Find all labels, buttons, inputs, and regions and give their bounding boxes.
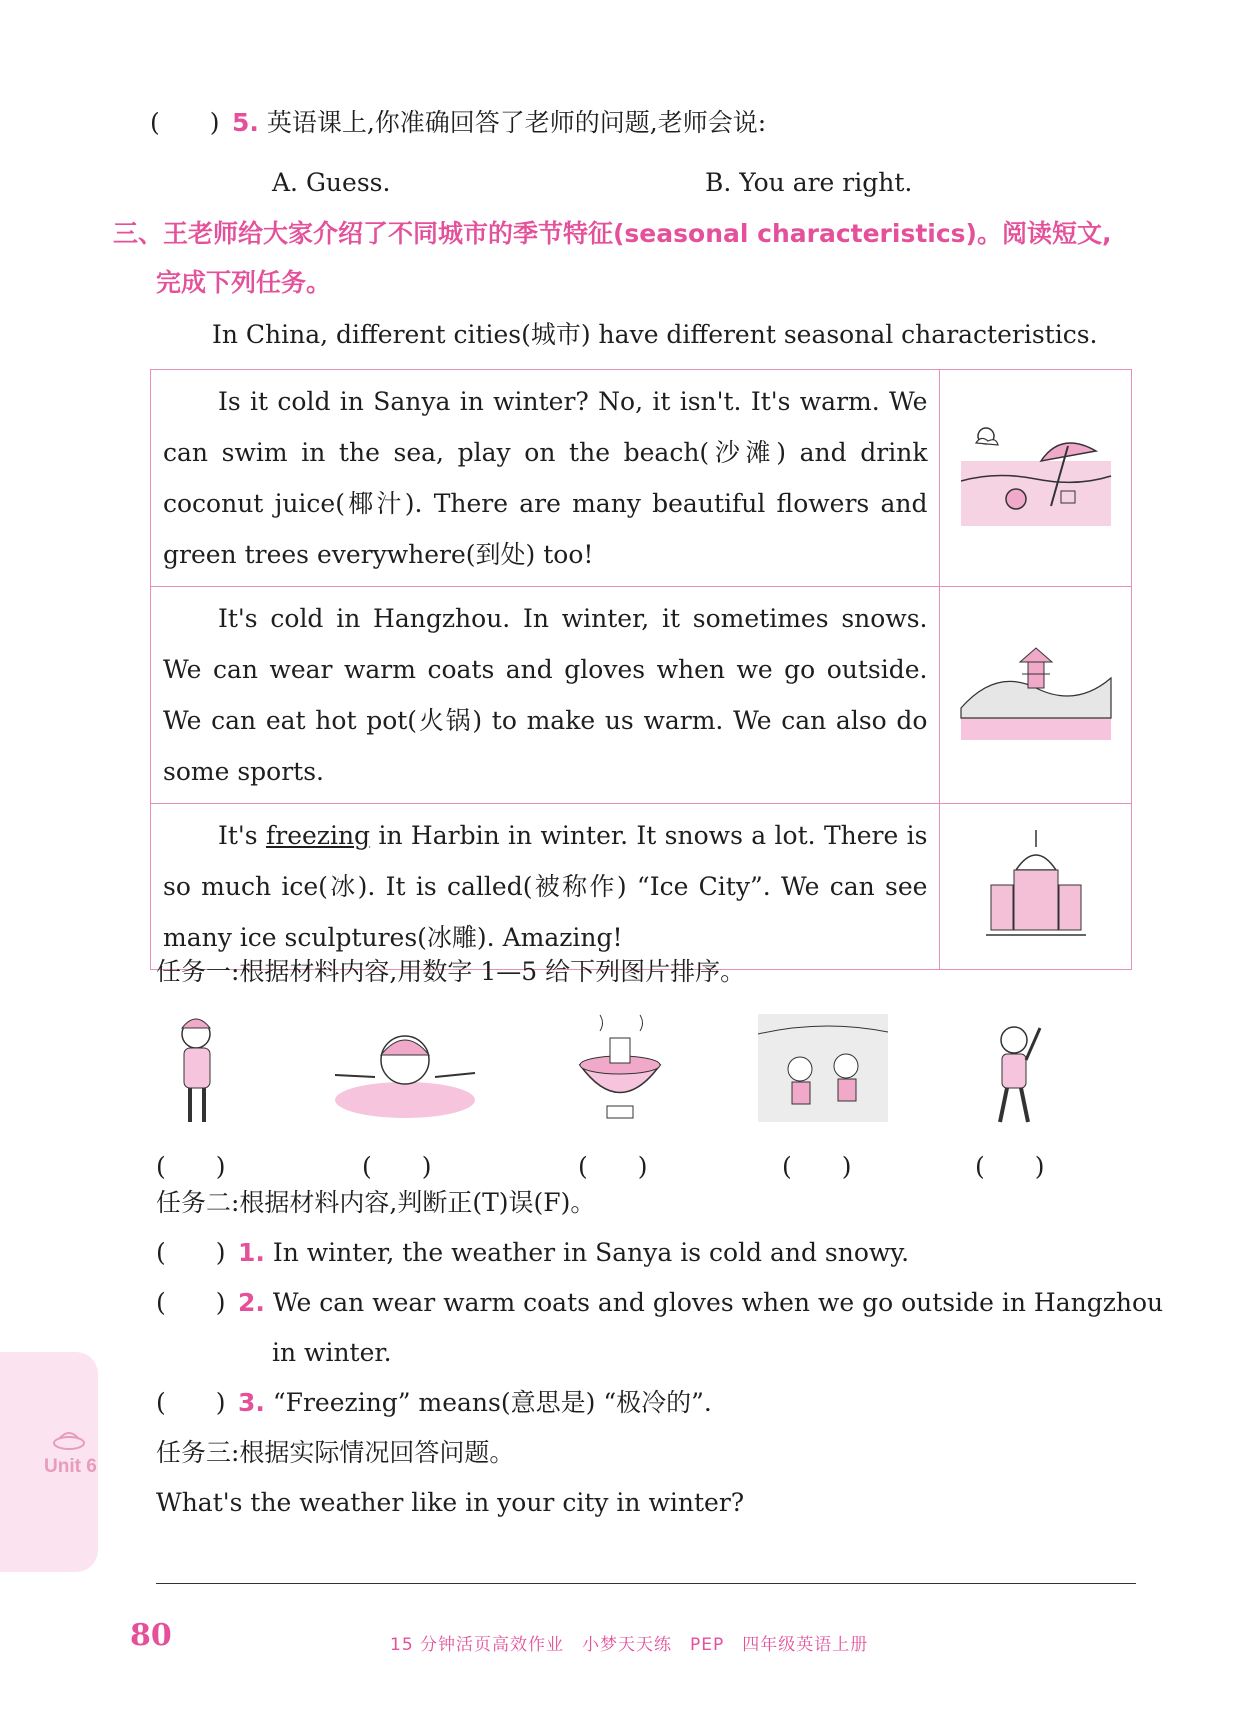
order-blank-2[interactable]: ( )	[362, 1152, 432, 1181]
page-number: 80	[130, 1618, 172, 1653]
task3-question: What's the weather like in your city in winter?	[156, 1488, 745, 1517]
answer-blank[interactable]: ( )	[156, 1288, 226, 1317]
option-a: A. Guess.	[272, 168, 391, 197]
beach-picture	[940, 370, 1132, 587]
option-b: B. You are right.	[705, 168, 913, 197]
swimming-child-icon	[325, 1015, 485, 1125]
unit-emblem-icon	[52, 1425, 86, 1451]
question-number: 5.	[232, 108, 259, 137]
passage-row-hangzhou	[151, 587, 1132, 804]
child-exercising-icon	[982, 1010, 1052, 1130]
task2-title: 任务二:根据材料内容,判断正(T)误(F)。	[156, 1188, 596, 1217]
passage-text: Is it cold in Sanya in winter? No, it isn't. It's warm. We can swim in the sea, play on the beach(沙滩) and drink coconut juice(椰汁). There are many beautiful flowers and green trees everywhere(到处) too!	[151, 370, 940, 587]
answer-blank[interactable]: ( )	[156, 1388, 226, 1417]
footer-divider	[156, 1583, 1136, 1584]
unit-label: Unit 6	[44, 1456, 97, 1477]
question-5	[150, 108, 766, 138]
reading-table	[150, 369, 1132, 970]
cathedral-icon	[966, 825, 1106, 945]
question-text: 英语课上,你准确回答了老师的问题,老师会说:	[266, 108, 767, 137]
passage-text: It's freezing in Harbin in winter. It snows a lot. There is so much ice(冰). It is called(被称作) “Ice City”. We can see many ice sculptures(冰雕). Amazing!	[151, 804, 940, 970]
section-heading: 三、王老师给大家介绍了不同城市的季节特征(seasonal characteristics)。阅读短文,	[113, 219, 1112, 248]
children-on-beach-icon	[758, 1014, 888, 1122]
footer-text: 15 分钟活页高效作业 小梦天天练 PEP 四年级英语上册	[390, 1635, 869, 1655]
order-blank-4[interactable]: ( )	[782, 1152, 852, 1181]
tf-item-3: ( ) 3. “Freezing” means(意思是) “极冷的”.	[156, 1388, 712, 1417]
child-in-scarf-icon	[168, 1010, 233, 1130]
task3-title: 任务三:根据实际情况回答问题。	[156, 1438, 515, 1467]
order-blank-5[interactable]: ( )	[975, 1152, 1045, 1181]
passage-row-sanya	[151, 370, 1132, 587]
underlined-word: freezing	[266, 821, 371, 850]
hot-pot-icon	[565, 1010, 675, 1125]
pagoda-icon	[956, 638, 1116, 748]
tf-item-2: ( ) 2. We can wear warm coats and gloves when we go outside in Hangzhou	[156, 1288, 1164, 1317]
task1-title: 任务一:根据材料内容,用数字 1—5 给下列图片排序。	[156, 957, 746, 986]
beach-umbrella-icon	[956, 421, 1116, 531]
order-blank-1[interactable]: ( )	[156, 1152, 226, 1181]
ice-cathedral-picture	[940, 804, 1132, 970]
answer-blank[interactable]: ( )	[150, 108, 220, 137]
pagoda-lake-picture	[940, 587, 1132, 804]
answer-blank[interactable]: ( )	[156, 1238, 226, 1267]
passage-row-harbin	[151, 804, 1132, 970]
passage-text: It's cold in Hangzhou. In winter, it sometimes snows. We can wear warm coats and gloves when we go outside. We can eat hot pot(火锅) to make us warm. We can also do some sports.	[151, 587, 940, 804]
tf-item-2-cont: in winter.	[272, 1338, 392, 1367]
tf-item-1: ( ) 1. In winter, the weather in Sanya is cold and snowy.	[156, 1238, 910, 1267]
section-heading-cont: 完成下列任务。	[156, 268, 332, 297]
order-blank-3[interactable]: ( )	[578, 1152, 648, 1181]
intro-text: In China, different cities(城市) have different seasonal characteristics.	[212, 320, 1098, 349]
